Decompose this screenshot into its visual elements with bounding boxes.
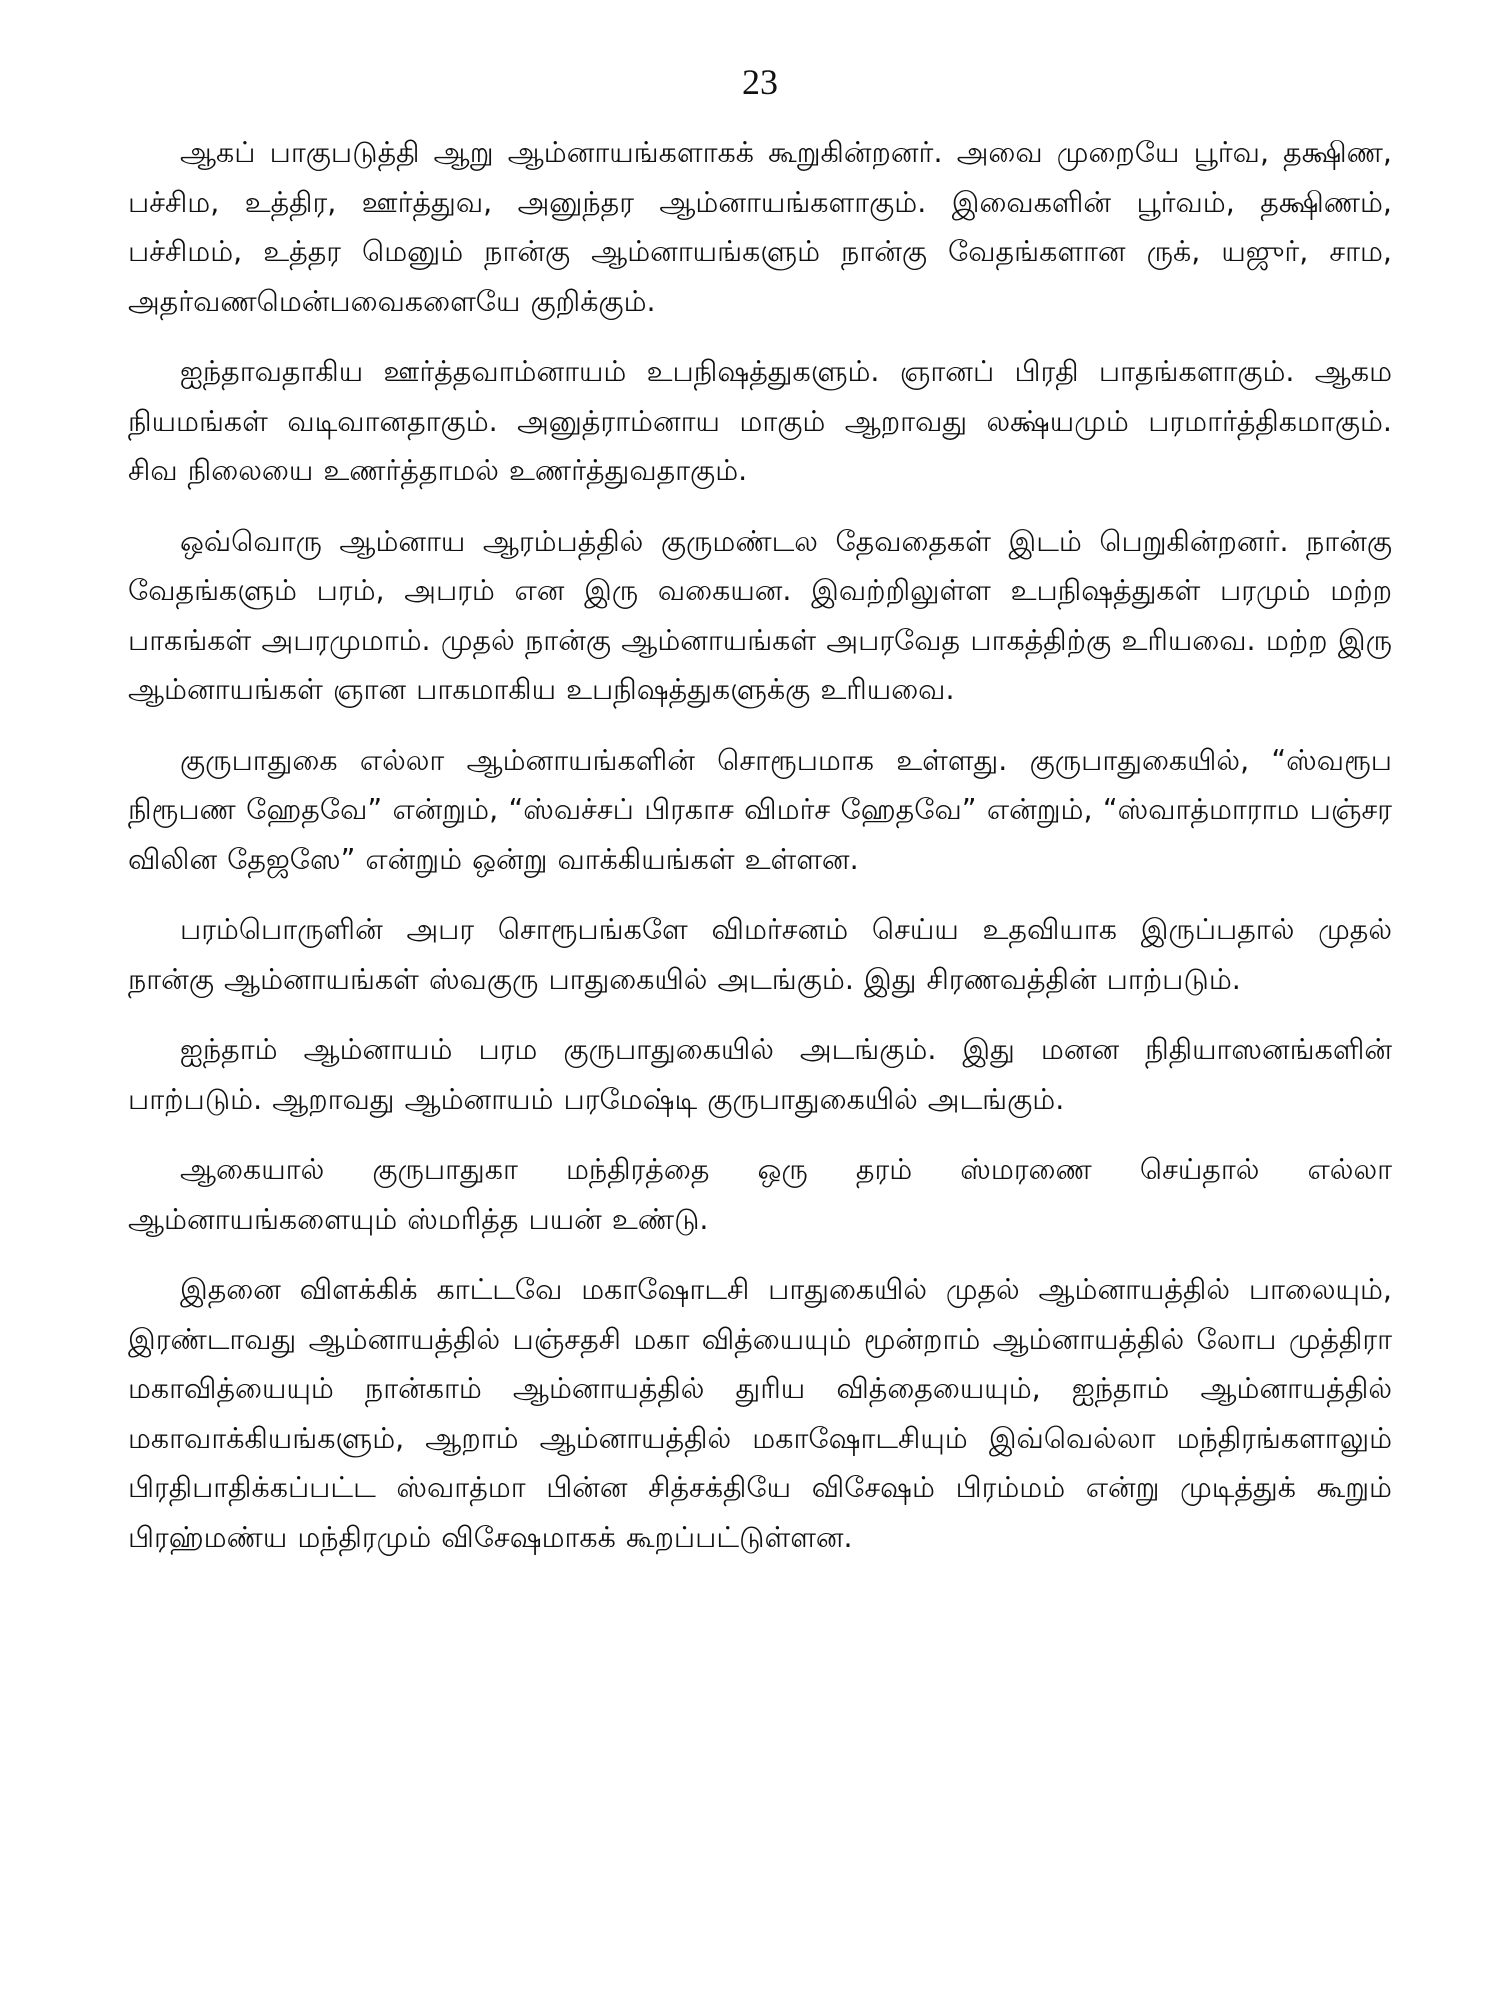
paragraph-6: ஐந்தாம் ஆம்னாயம் பரம குருபாதுகையில் அடங்கும். இது மனன நிதியாஸனங்களின் பாற்படும். ஆறாவது ஆம்னாயம் பரமேஷ்டி குருபாதுகையில் அடங்கும். xyxy=(128,1033,1392,1116)
paragraph-1: ஆகப் பாகுபடுத்தி ஆறு ஆம்னாயங்களாகக் கூறுகின்றனர். அவை முறையே பூர்வ, தக்ஷிண, பச்சிம, உத்திர, ஊர்த்துவ, அனுந்தர ஆம்னாயங்களாகும். இவைகளின் பூர்வம், தக்ஷிணம், பச்சிமம், உத்தர மெனும் நான்கு ஆம்னாயங்களும் நான்கு வேதங்களான ருக், யஜுர், சாம, அதர்வணமென்பவைகளையே குறிக்கும். xyxy=(128,136,1392,318)
paragraph-3: ஒவ்வொரு ஆம்னாய ஆரம்பத்தில் குருமண்டல தேவதைகள் இடம் பெறுகின்றனர். நான்கு வேதங்களும் பரம், அபரம் என இரு வகையன. இவற்றிலுள்ள உபநிஷத்துகள் பரமும் மற்ற பாகங்கள் அபரமுமாம். முதல் நான்கு ஆம்னாயங்கள் அபரவேத பாகத்திற்கு உரியவை. மற்ற இரு ஆம்னாயங்கள் ஞான பாகமாகிய உபநிஷத்துகளுக்கு உரியவை. xyxy=(128,524,1392,706)
paragraph-4: குருபாதுகை எல்லா ஆம்னாயங்களின் சொரூபமாக உள்ளது. குருபாதுகையில், “ஸ்வரூப நிரூபண ஹேதவே” என்றும், “ஸ்வச்சப் பிரகாச விமர்ச ஹேதவே” என்றும், “ஸ்வாத்மாராம பஞ்சர விலின தேஜஸே” என்றும் ஒன்று வாக்கியங்கள் உள்ளன. xyxy=(128,743,1392,876)
paragraph-7: ஆகையால் குருபாதுகா மந்திரத்தை ஒரு தரம் ஸ்மரணை செய்தால் எல்லா ஆம்னாயங்களையும் ஸ்மரித்த பயன் உண்டு. xyxy=(128,1153,1392,1236)
page-number: 23 xyxy=(742,62,778,102)
paragraph-2: ஐந்தாவதாகிய ஊர்த்தவாம்னாயம் உபநிஷத்துகளும். ஞானப் பிரதி பாதங்களாகும். ஆகம நியமங்கள் வடிவானதாகும். அனுத்ராம்னாய மாகும் ஆறாவது லக்ஷ்யமும் பரமார்த்திகமாகும். சிவ நிலையை உணர்த்தாமல் உணர்த்துவதாகும். xyxy=(128,355,1392,487)
paragraph-8: இதனை விளக்கிக் காட்டவே மகாஷோடசி பாதுகையில் முதல் ஆம்னாயத்தில் பாலையும், இரண்டாவது ஆம்னாயத்தில் பஞ்சதசி மகா வித்யையும் மூன்றாம் ஆம்னாயத்தில் லோப முத்திரா மகாவித்யையும் நான்காம் ஆம்னாயத்தில் துரிய வித்தையையும், ஐந்தாம் ஆம்னாயத்தில் மகாவாக்கியங்களும், ஆறாம் ஆம்னாயத்தில் மகாஷோடசியும் இவ்வெல்லா மந்திரங்களாலும் பிரதிபாதிக்கப்பட்ட ஸ்வாத்மா பின்ன சித்சக்தியே விசேஷம் பிரம்மம் என்று முடித்துக் கூறும் பிரஹ்மண்ய மந்திரமும் விசேஷமாகக் கூறப்பட்டுள்ளன. xyxy=(128,1273,1392,1554)
paragraph-5: பரம்பொருளின் அபர சொரூபங்களே விமர்சனம் செய்ய உதவியாக இருப்பதால் முதல் நான்கு ஆம்னாயங்கள் ஸ்வகுரு பாதுகையில் அடங்கும். இது சிரணவத்தின் பாற்படும். xyxy=(128,913,1392,996)
